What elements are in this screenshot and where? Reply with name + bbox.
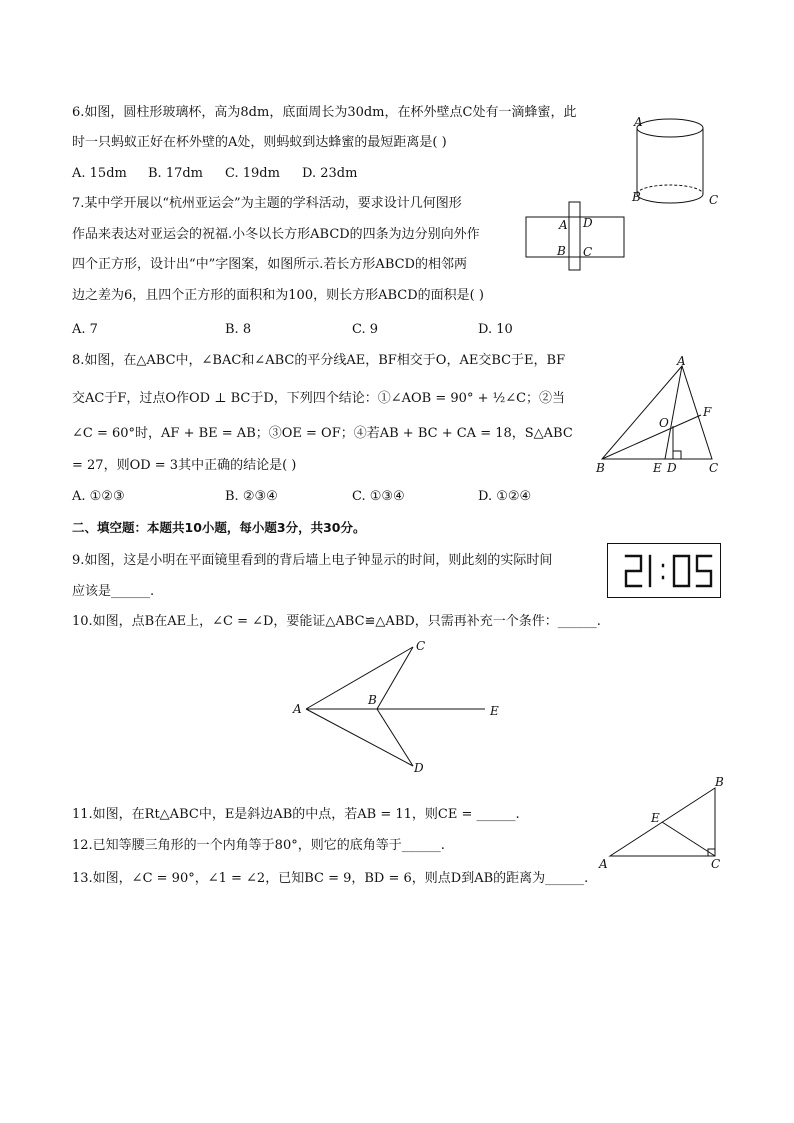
q8-line-4: = 27，则OD = 3其中正确的结论是( ): [72, 458, 297, 473]
q10-label-c: C: [416, 639, 426, 653]
q7-line-4: 边之差为6，且四个正方形的面积和为100，则长方形ABCD的面积是( ): [72, 288, 484, 303]
q10-label-a: A: [293, 702, 302, 716]
q6-label-b: B: [632, 190, 641, 204]
q11-label-e: E: [651, 811, 660, 825]
q8-line-1: 8.如图，在△ABC中，∠BAC和∠ABC的平分线AE，BF相交于O，AE交BC于E，BF: [72, 353, 566, 368]
q11-label-c: C: [711, 857, 721, 871]
q7-line-2: 作品来表达对亚运会的祝福.小冬以长方形ABCD的四条为边分别向外作: [72, 227, 480, 242]
q7-label-c: C: [583, 245, 593, 259]
mirror-clock-digits: [608, 544, 720, 597]
q8-label-e: E: [653, 461, 662, 475]
q10-label-d: D: [414, 761, 424, 775]
section-2-title: 二、填空题：本题共10小题，每小题3分，共30分。: [72, 520, 366, 535]
q8-option-b: B. ②③④: [225, 489, 278, 504]
q11-label-b: B: [715, 775, 724, 789]
q7-option-d: D. 10: [478, 322, 513, 337]
q6-label-a: A: [634, 115, 643, 129]
q8-label-o: O: [659, 416, 669, 430]
q6-label-c: C: [709, 193, 719, 207]
q9-line-2: 应该是______.: [72, 584, 155, 599]
q7-label-b: B: [557, 244, 566, 258]
q7-line-1: 7.某中学开展以“杭州亚运会”为主题的学科活动，要求设计几何图形: [72, 196, 462, 211]
q8-triangle-figure: [590, 352, 730, 477]
q8-line-3: ∠C = 60°时，AF + BE = AB；③OE = OF；④若AB + BC + CA = 18，S△ABC: [72, 426, 573, 441]
q11-right-triangle-figure: [595, 774, 730, 869]
q7-label-d: D: [583, 216, 593, 230]
q10-figure: [290, 635, 510, 780]
q8-label-b: B: [596, 461, 605, 475]
q8-option-d: D. ①②④: [478, 489, 532, 504]
q11-label-a: A: [599, 857, 608, 871]
q9-line-1: 9.如图，这是小明在平面镜里看到的背后墙上电子钟显示的时间，则此刻的实际时间: [72, 553, 553, 568]
q8-label-c: C: [709, 461, 719, 475]
q6-option-b: B. 17dm: [148, 166, 204, 181]
q6-option-d: D. 23dm: [302, 166, 358, 181]
q8-option-a: A. ①②③: [72, 489, 125, 504]
q8-label-f: F: [703, 405, 712, 419]
q13-line-1: 13.如图，∠C = 90°，∠1 = ∠2，已知BC = 9，BD = 6，则点D到AB的距离为______.: [72, 871, 589, 886]
q10-label-e: E: [490, 704, 499, 718]
q6-cylinder-figure: [625, 108, 730, 213]
q6-option-c: C. 19dm: [225, 166, 280, 181]
q6-option-a: A. 15dm: [72, 166, 127, 181]
q8-label-d: D: [667, 461, 677, 475]
q7-option-c: C. 9: [352, 322, 379, 337]
q11-line-1: 11.如图，在Rt△ABC中，E是斜边AB的中点，若AB = 11，则CE = ______.: [72, 807, 520, 822]
q8-label-a: A: [677, 354, 686, 368]
q7-zhong-figure: [520, 198, 630, 274]
q6-line-1: 6.如图，圆柱形玻璃杯，高为8dm，底面周长为30dm，在杯外壁点C处有一滴蜂蜜，此: [72, 105, 577, 120]
q7-label-a: A: [559, 218, 568, 232]
q7-option-a: A. 7: [72, 322, 98, 337]
q12-line-1: 12.已知等腰三角形的一个内角等于80°，则它的底角等于______.: [72, 838, 445, 853]
q10-line-1: 10.如图，点B在AE上，∠C = ∠D，要能证△ABC≌△ABD，只需再补充一个条件：______.: [72, 614, 601, 629]
q8-line-2: 交AC于F，过点O作OD ⊥ BC于D，下列四个结论：①∠AOB = 90° + ½∠C；②当: [72, 391, 566, 406]
q6-line-2: 时一只蚂蚁正好在杯外壁的A处，则蚂蚁到达蜂蜜的最短距离是( ): [72, 135, 447, 150]
q7-option-b: B. 8: [225, 322, 252, 337]
q10-label-b: B: [368, 693, 377, 707]
q7-line-3: 四个正方形，设计出“中”字图案，如图所示.若长方形ABCD的相邻两: [72, 257, 467, 272]
q8-option-c: C. ①③④: [352, 489, 405, 504]
mirror-clock: [607, 543, 721, 598]
